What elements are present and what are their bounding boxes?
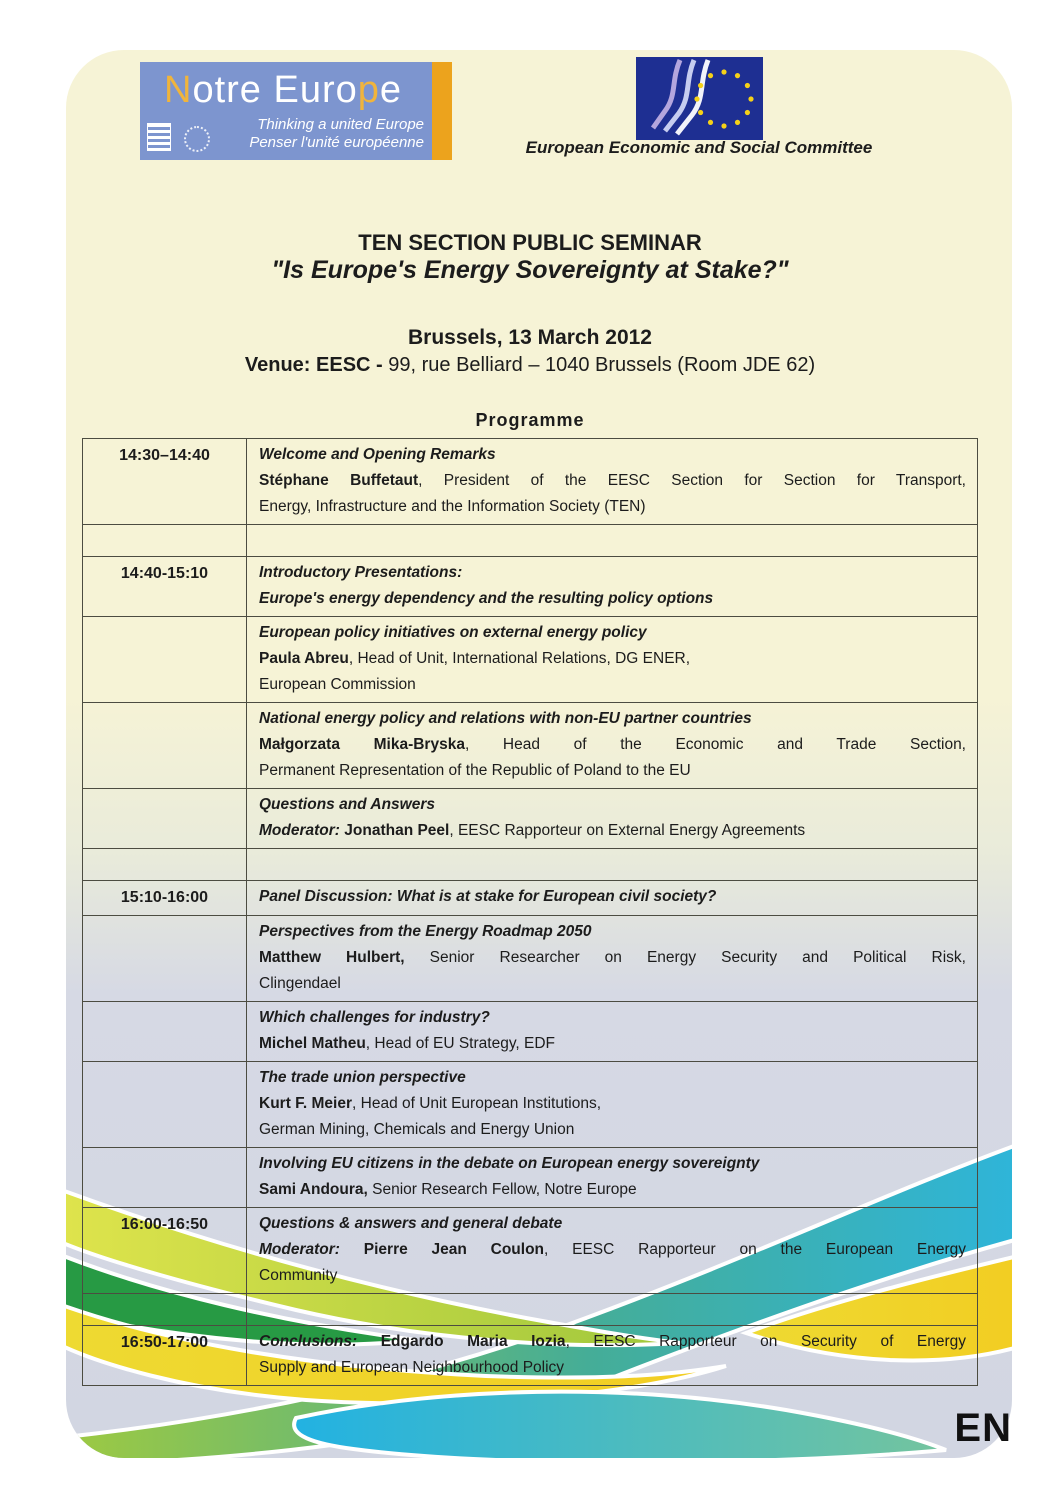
- session-row: [83, 1148, 978, 1208]
- session-text-line: Clingendael: [259, 975, 341, 992]
- session-row: [83, 789, 978, 849]
- session-text-line: Which challenges for industry?: [259, 1009, 490, 1026]
- session-text-line: Energy, Infrastructure and the Information Society (TEN): [259, 498, 646, 515]
- session-row: [83, 1002, 978, 1062]
- session-text-line: Introductory Presentations:: [259, 564, 463, 581]
- page: [66, 50, 1012, 1458]
- session-row: [83, 703, 978, 789]
- session-text-line: Moderator: Jonathan Peel, EESC Rapporteur on External Energy Agreements: [259, 822, 806, 839]
- session-text-line: Questions & answers and general debate: [259, 1215, 563, 1232]
- session-text-line: Kurt F. Meier, Head of Unit European Institutions,: [259, 1095, 602, 1112]
- session-text-line: Stéphane Buffetaut, President of the EESC Section for Section for Transport,: [259, 472, 966, 489]
- tagline-en: Thinking a united Europe: [257, 116, 424, 133]
- session-time-cell: 14:30–14:40: [83, 439, 247, 525]
- session-text-line: Permanent Representation of the Republic of Poland to the EU: [259, 762, 691, 779]
- session-text-line: Involving EU citizens in the debate on European energy sovereignty: [259, 1155, 760, 1172]
- session-text-line: Panel Discussion: What is at stake for European civil society?: [259, 888, 717, 905]
- session-text-line: Matthew Hulbert, Senior Researcher on Energy Security and Political Risk,: [259, 949, 966, 966]
- session-row: [83, 1062, 978, 1148]
- session-text-line: Community: [259, 1267, 338, 1284]
- session-time-cell: [83, 1002, 247, 1062]
- session-detail-cell: [247, 525, 978, 557]
- language-badge: EN: [954, 1406, 1012, 1450]
- session-row: [83, 617, 978, 703]
- programme-heading: Programme: [475, 410, 585, 430]
- seminar-title: TEN SECTION PUBLIC SEMINAR: [358, 230, 702, 255]
- session-detail-cell: [247, 849, 978, 881]
- spacer-row: [83, 1294, 978, 1326]
- session-detail-cell: [247, 881, 978, 916]
- session-text-line: Michel Matheu, Head of EU Strategy, EDF: [259, 1035, 556, 1052]
- session-time-cell: [83, 916, 247, 1002]
- session-detail-cell: [247, 789, 978, 849]
- session-text-line: European Commission: [259, 676, 416, 693]
- session-row: [83, 557, 978, 617]
- session-text-line: Małgorzata Mika-Bryska, Head of the Economic and Trade Section,: [259, 736, 966, 753]
- seminar-subtitle: "Is Europe's Energy Sovereignty at Stake?": [271, 256, 789, 284]
- spacer-row: [83, 849, 978, 881]
- session-text-line: National energy policy and relations with non-EU partner countries: [259, 710, 752, 727]
- date-line: Brussels, 13 March 2012: [408, 326, 652, 349]
- session-text-line: Europe's energy dependency and the resulting policy options: [259, 590, 714, 607]
- session-detail-cell: [247, 1208, 978, 1294]
- session-detail-cell: [247, 703, 978, 789]
- session-time-cell: [83, 1062, 247, 1148]
- session-row: [83, 1208, 978, 1294]
- session-detail-cell: [247, 617, 978, 703]
- venue-line: Venue: EESC - 99, rue Belliard – 1040 Brussels (Room JDE 62): [244, 354, 816, 376]
- session-text-line: Paula Abreu, Head of Unit, International Relations, DG ENER,: [259, 650, 691, 667]
- tagline-fr: Penser l'unité européenne: [249, 134, 424, 151]
- session-text-line: The trade union perspective: [259, 1069, 466, 1086]
- session-text-line: European policy initiatives on external energy policy: [259, 624, 647, 641]
- session-row: [83, 439, 978, 525]
- eesc-caption: European Economic and Social Committee: [525, 138, 873, 157]
- session-detail-cell: [247, 1326, 978, 1386]
- session-time-cell: [83, 789, 247, 849]
- session-detail-cell: [247, 1148, 978, 1208]
- session-row: [83, 881, 978, 916]
- session-detail-cell: [247, 916, 978, 1002]
- session-row: [83, 1326, 978, 1386]
- title-block: [82, 50, 978, 410]
- session-time-cell: [83, 703, 247, 789]
- spacer-row: [83, 525, 978, 557]
- session-text-line: Moderator: Pierre Jean Coulon, EESC Rapporteur on the European Energy: [259, 1241, 966, 1258]
- session-time-cell: 14:40-15:10: [83, 557, 247, 617]
- session-text-line: Conclusions: Edgardo Maria Iozia, EESC Rapporteur on Security of Energy: [259, 1333, 967, 1350]
- session-detail-cell: [247, 1294, 978, 1326]
- notre-europe-wordmark: Notre Europe: [164, 69, 403, 111]
- session-detail-cell: [247, 439, 978, 525]
- session-time-cell: 15:10-16:00: [83, 881, 247, 916]
- session-detail-cell: [247, 1002, 978, 1062]
- session-time-cell: [83, 849, 247, 881]
- session-text-line: German Mining, Chemicals and Energy Union: [259, 1121, 575, 1138]
- session-row: [83, 916, 978, 1002]
- session-detail-cell: [247, 1062, 978, 1148]
- session-time-cell: [83, 1148, 247, 1208]
- session-time-cell: 16:50-17:00: [83, 1326, 247, 1386]
- session-text-line: Questions and Answers: [259, 796, 435, 813]
- session-time-cell: [83, 1294, 247, 1326]
- session-text-line: Sami Andoura, Senior Research Fellow, Notre Europe: [259, 1181, 637, 1198]
- session-time-cell: [83, 525, 247, 557]
- session-text-line: Supply and European Neighbourhood Policy: [259, 1359, 565, 1376]
- session-time-cell: [83, 617, 247, 703]
- session-text-line: Perspectives from the Energy Roadmap 2050: [259, 923, 592, 940]
- session-detail-cell: [247, 557, 978, 617]
- session-text-line: Welcome and Opening Remarks: [259, 446, 496, 463]
- programme-table: [82, 438, 978, 1386]
- session-time-cell: 16:00-16:50: [83, 1208, 247, 1294]
